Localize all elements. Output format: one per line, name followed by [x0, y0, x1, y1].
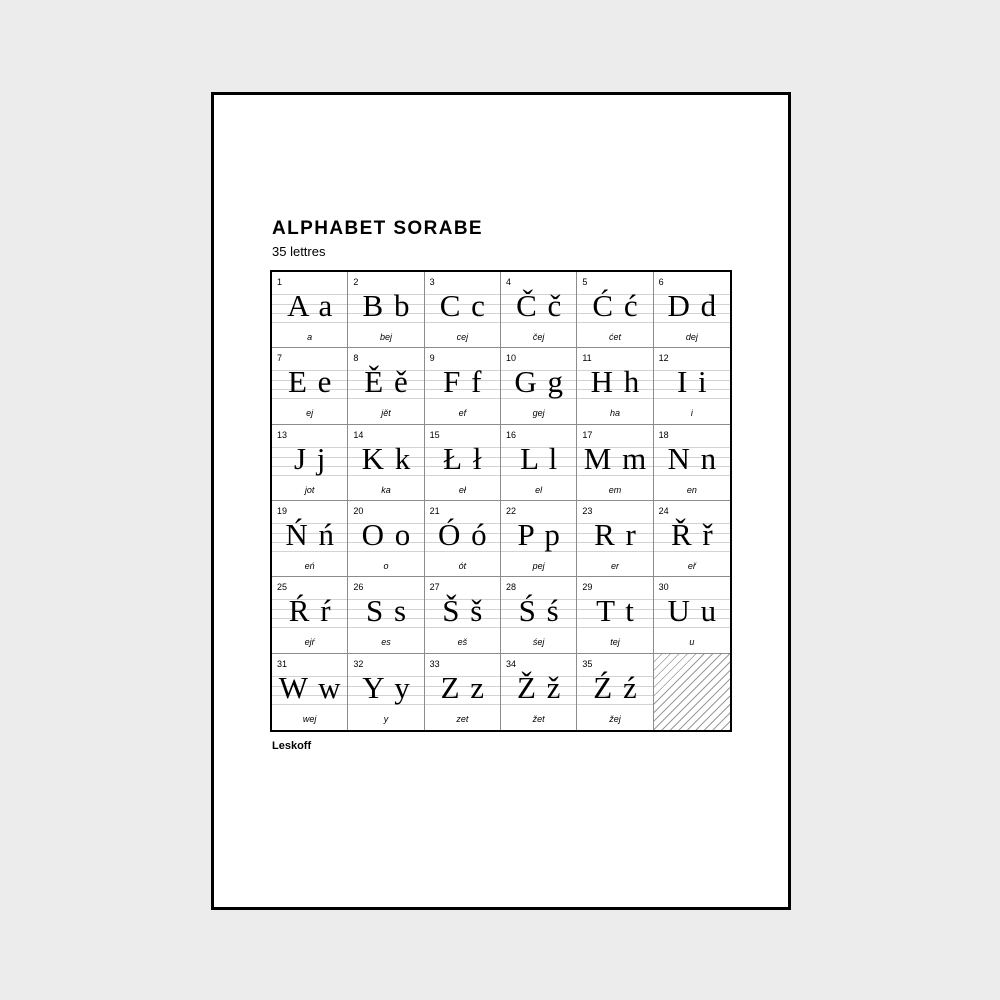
letter-count-subtitle: 35 lettres — [272, 244, 326, 259]
letter-name: śej — [532, 637, 545, 648]
letter-cell — [654, 501, 730, 577]
letter-cell — [501, 654, 577, 730]
letter-number: 5 — [582, 277, 588, 287]
letter-number: 8 — [353, 353, 359, 364]
letter-number: 30 — [658, 582, 669, 593]
letter-number: 1 — [277, 277, 283, 287]
letter-name: a — [307, 332, 313, 342]
alphabet-grid — [270, 270, 732, 732]
letter-name: ćet — [608, 332, 621, 342]
letter-glyph: F f — [443, 364, 482, 400]
letter-cell — [348, 577, 424, 653]
letter-number: 31 — [277, 658, 288, 669]
letter-glyph: U u — [667, 593, 717, 629]
letter-cell — [272, 577, 348, 653]
letter-name: zet — [456, 713, 469, 724]
letter-cell — [501, 577, 577, 653]
letter-cell — [348, 654, 424, 730]
letter-number: 32 — [353, 658, 364, 669]
letter-glyph: L l — [520, 440, 558, 476]
letter-number: 16 — [506, 429, 517, 440]
letter-cell — [577, 501, 653, 577]
letter-name: ej — [306, 408, 314, 419]
letter-name: tej — [610, 637, 620, 648]
letter-glyph: E e — [287, 364, 332, 400]
letter-glyph: B b — [362, 288, 410, 323]
letter-glyph: R r — [594, 517, 636, 552]
letter-name: žet — [532, 713, 545, 724]
letter-cell — [577, 577, 653, 653]
letter-glyph: M m — [583, 440, 647, 476]
letter-number: 4 — [506, 277, 512, 287]
letter-cell — [501, 272, 577, 348]
letter-glyph: Š š — [442, 593, 483, 629]
letter-name: er — [610, 561, 619, 571]
letter-name: bej — [379, 332, 392, 342]
letter-glyph: P p — [517, 517, 560, 552]
letter-cell — [654, 272, 730, 348]
letter-name: o — [383, 561, 389, 571]
letter-cell — [348, 348, 424, 424]
letter-glyph: Ŕ ŕ — [288, 593, 331, 629]
letter-glyph: G g — [514, 364, 563, 400]
letter-glyph: Ć ć — [592, 288, 638, 323]
letter-cell — [654, 425, 730, 501]
letter-name: jět — [381, 408, 391, 419]
letter-name: i — [690, 408, 693, 419]
letter-number: 20 — [353, 506, 364, 516]
letter-cell — [654, 577, 730, 653]
letter-name: žej — [609, 713, 621, 724]
letter-number: 3 — [429, 277, 435, 287]
letter-number: 35 — [582, 658, 593, 669]
letter-glyph: K k — [361, 440, 411, 476]
letter-cell — [425, 577, 501, 653]
letter-name: čej — [532, 332, 545, 342]
letter-cell — [272, 501, 348, 577]
empty-hatched-cell — [654, 654, 730, 730]
letter-number: 7 — [277, 353, 283, 364]
letter-cell — [577, 425, 653, 501]
letter-cell — [425, 654, 501, 730]
letter-number: 18 — [658, 429, 669, 440]
letter-glyph: W w — [278, 669, 341, 705]
letter-glyph: Ě ě — [364, 364, 408, 400]
letter-name: ka — [381, 484, 391, 495]
letter-cell — [577, 272, 653, 348]
letter-number: 15 — [429, 429, 440, 440]
letter-number: 2 — [353, 277, 359, 287]
letter-cell — [272, 654, 348, 730]
letter-cell — [577, 348, 653, 424]
letter-name: u — [689, 637, 695, 648]
letter-glyph: T t — [596, 593, 634, 629]
letter-number: 13 — [277, 429, 288, 440]
letter-number: 28 — [506, 582, 517, 593]
letter-cell — [272, 425, 348, 501]
letter-name: en — [686, 484, 697, 495]
letter-glyph: C c — [439, 288, 485, 323]
letter-name: ef — [458, 408, 467, 419]
letter-glyph: Ř ř — [670, 517, 713, 552]
letter-glyph: A a — [287, 288, 333, 323]
letter-glyph: Ś ś — [518, 593, 559, 629]
letter-number: 23 — [582, 506, 593, 516]
letter-cell — [577, 654, 653, 730]
letter-number: 19 — [277, 506, 288, 516]
letter-glyph: Č č — [516, 288, 562, 323]
letter-number: 25 — [277, 582, 288, 593]
letter-number: 6 — [658, 277, 664, 287]
letter-glyph: J j — [293, 440, 326, 476]
letter-glyph: I i — [676, 364, 707, 400]
letter-number: 14 — [353, 429, 364, 440]
letter-glyph: H h — [590, 364, 640, 400]
letter-glyph: Ž ž — [516, 669, 561, 705]
letter-cell — [348, 501, 424, 577]
poster-title: ALPHABET SORABE — [272, 218, 484, 239]
letter-cell — [501, 501, 577, 577]
brand-logo: Leskoff — [272, 740, 312, 752]
letter-name: cej — [456, 332, 469, 342]
letter-name: y — [383, 713, 389, 724]
letter-number: 12 — [658, 353, 669, 364]
letter-glyph: Z z — [440, 669, 485, 705]
letter-number: 22 — [506, 506, 517, 516]
letter-name: wej — [302, 713, 317, 724]
letter-number: 11 — [582, 353, 592, 364]
letter-cell — [425, 425, 501, 501]
letter-cell — [501, 348, 577, 424]
letter-name: eř — [687, 561, 696, 571]
letter-name: ejŕ — [304, 637, 315, 648]
letter-name: eš — [457, 637, 468, 648]
letter-number: 17 — [582, 429, 593, 440]
letter-name: pej — [532, 561, 545, 571]
letter-number: 27 — [429, 582, 440, 593]
letter-name: em — [608, 484, 622, 495]
letter-cell — [425, 501, 501, 577]
letter-cell — [272, 348, 348, 424]
letter-glyph: S s — [365, 593, 407, 629]
letter-glyph: O o — [361, 517, 411, 552]
letter-cell — [425, 272, 501, 348]
letter-cell — [348, 425, 424, 501]
letter-number: 26 — [353, 582, 364, 593]
letter-glyph: Ń ń — [285, 517, 334, 552]
letter-name: es — [381, 637, 391, 648]
letter-glyph: Ó ó — [438, 517, 487, 552]
letter-number: 33 — [429, 658, 440, 669]
letter-number: 29 — [582, 582, 593, 593]
letter-cell — [425, 348, 501, 424]
letter-number: 10 — [506, 353, 517, 364]
letter-name: jot — [304, 484, 315, 495]
letter-name: el — [535, 484, 543, 495]
letter-glyph: Y y — [362, 669, 410, 705]
letter-glyph: Ł ł — [443, 440, 482, 476]
letter-glyph: N n — [667, 440, 717, 476]
letter-name: gej — [532, 408, 545, 419]
letter-name: ha — [609, 408, 620, 419]
letter-number: 21 — [429, 506, 440, 516]
letter-number: 34 — [506, 658, 517, 669]
poster — [211, 92, 791, 910]
letter-cell — [654, 348, 730, 424]
letter-cell — [348, 272, 424, 348]
letter-cell — [272, 272, 348, 348]
letter-name: dej — [685, 332, 698, 342]
letter-name: eń — [304, 561, 315, 571]
letter-number: 24 — [658, 506, 669, 516]
letter-name: ót — [458, 561, 467, 571]
letter-glyph: D d — [667, 288, 717, 323]
hatch-pattern — [654, 654, 730, 730]
letter-cell — [501, 425, 577, 501]
letter-number: 9 — [429, 353, 435, 364]
letter-name: eł — [458, 484, 466, 495]
letter-glyph: Ź ź — [593, 669, 637, 705]
